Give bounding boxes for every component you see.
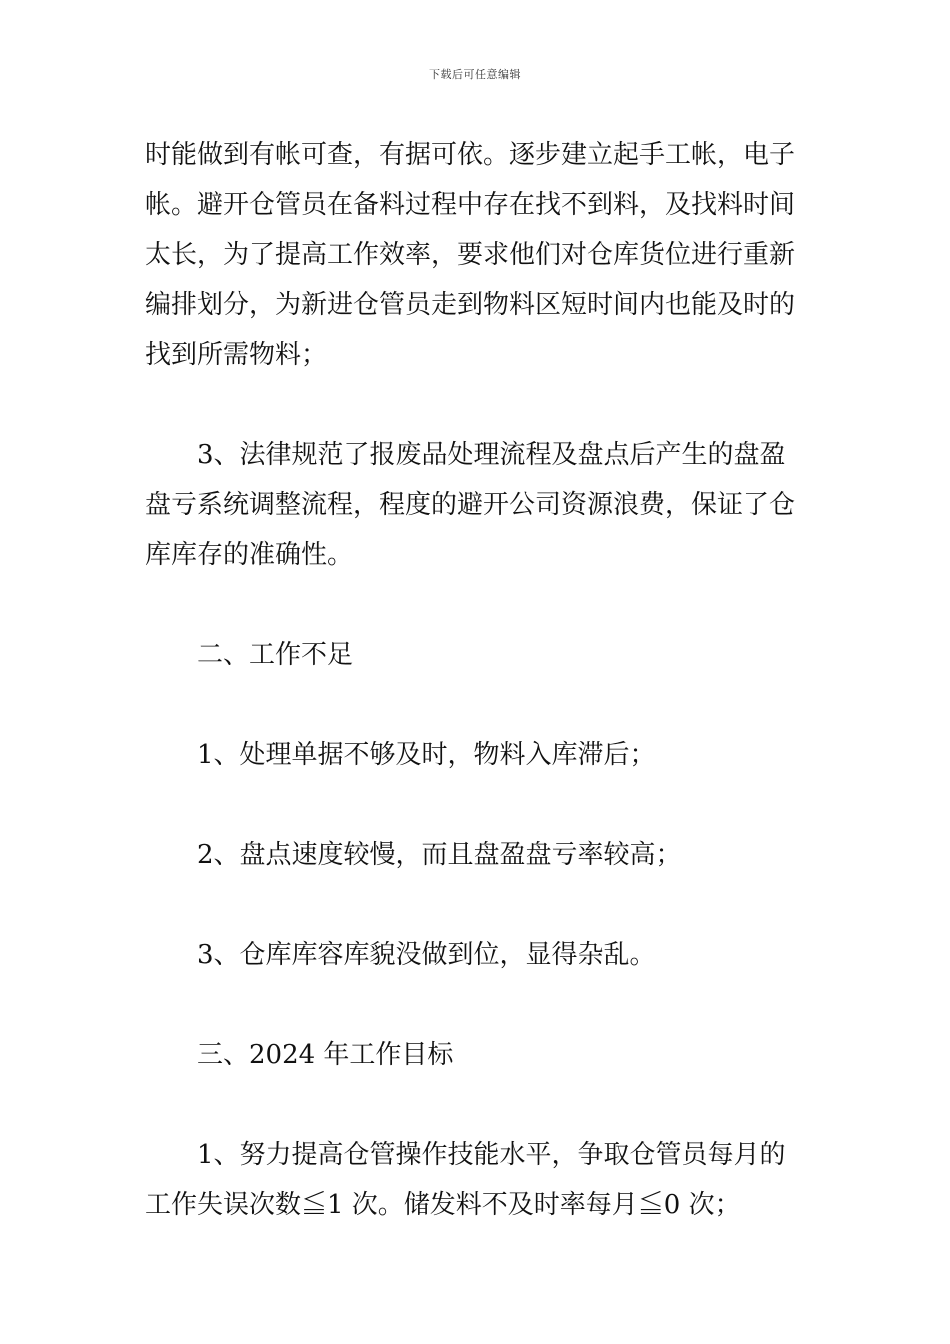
document-body [145, 130, 810, 1230]
section-heading-2: 二、工作不足 [197, 640, 354, 670]
page-header: 下载后可任意编辑 [429, 68, 521, 81]
paragraph-gap [145, 680, 810, 730]
section-heading-3: 三、2024 年工作目标 [197, 1040, 454, 1070]
paragraph-gap [145, 1080, 810, 1130]
paragraph-gap [145, 880, 810, 930]
list-item-1: 1、处理单据不够及时，物料入库滞后； [197, 740, 656, 770]
paragraph-gap [145, 580, 810, 630]
list-item-2: 2、盘点速度较慢，而且盘盈盘亏率较高； [197, 840, 682, 870]
paragraph-item-3: 3、法律规范了报废品处理流程及盘点后产生的盘盈盘亏系统调整流程，程度的避开公司资源浪费，保证了仓库库存的准确性。 [145, 440, 796, 570]
paragraph-gap [145, 380, 810, 430]
paragraph-continued: 时能做到有帐可查，有据可依。逐步建立起手工帐，电子帐。避开仓管员在备料过程中存在找不到料，及找料时间太长，为了提高工作效率，要求他们对仓库货位进行重新编排划分，为新进仓管员走到物料区短时间内也能及时的找到所需物料； [145, 140, 796, 370]
goal-item-1: 1、努力提高仓管操作技能水平，争取仓管员每月的工作失误次数≦1 次。储发料不及时率每月≦0 次； [145, 1140, 786, 1220]
list-item-3: 3、仓库库容库貌没做到位，显得杂乱。 [197, 940, 656, 970]
paragraph-gap [145, 780, 810, 830]
paragraph-gap [145, 980, 810, 1030]
